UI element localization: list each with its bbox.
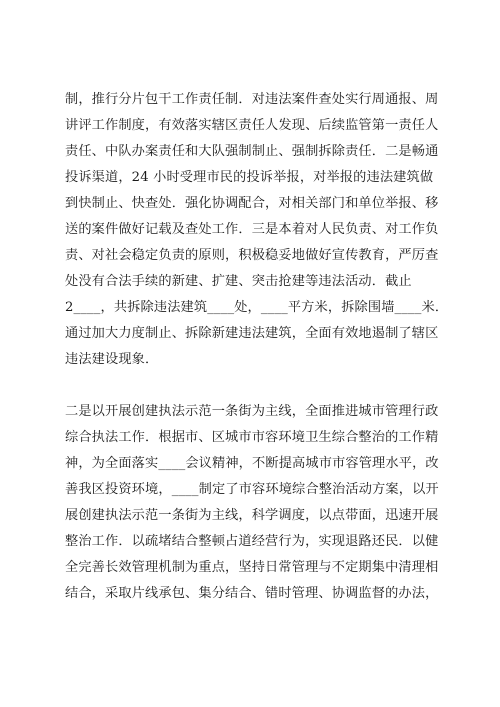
text-line: 处没有合法手续的新建、扩建、突击抢建等违法活动．截止 <box>65 274 412 289</box>
text-line: 神，为全面落实____会议精神，不断提高城市市容管理水平，改 <box>65 456 439 471</box>
text-line: 结合，采取片线承包、集分结合、错时管理、协调监督的办法， <box>65 586 439 601</box>
text-line: 到快制止、快查处．强化协调配合，对相关部门和单位举报、移 <box>65 196 439 211</box>
text-line: 送的案件做好记载及查处工作．三是本着对人民负责、对工作负 <box>65 222 439 237</box>
text-line: 讲评工作制度，有效落实辖区责任人发现、后续监管第一责任人 <box>65 118 439 133</box>
text-line: 制，推行分片包干工作责任制．对违法案件查处实行周通报、周 <box>65 92 439 107</box>
text-line: 2____，共拆除违法建筑____处，____平方米，拆除围墙____米． <box>65 300 449 315</box>
text-line: 整治工作．以疏堵结合整顿占道经营行为，实现退路还民．以健 <box>65 534 439 549</box>
text-line: 责任、中队办案责任和大队强制制止、强制拆除责任．二是畅通 <box>65 144 439 159</box>
text-line: 通过加大力度制止、拆除新建违法建筑，全面有效地遏制了辖区 <box>65 326 439 341</box>
text-line: 投诉渠道，24 小时受理市民的投诉举报，对举报的违法建筑做 <box>65 170 434 185</box>
text-line: 二是以开展创建执法示范一条街为主线，全面推进城市管理行政 <box>65 404 439 419</box>
text-line: 善我区投资环境，____制定了市容环境综合整治活动方案，以开 <box>65 482 439 497</box>
text-line: 展创建执法示范一条街为主线，科学调度，以点带面，迅速开展 <box>65 508 439 523</box>
text-line: 违法建设现象． <box>65 352 159 367</box>
text-line: 责、对社会稳定负责的原则，积极稳妥地做好宣传教育，严厉查 <box>65 248 439 263</box>
text-line: 全完善长效管理机制为重点，坚持日常管理与不定期集中清理相 <box>65 560 439 575</box>
text-line: 综合执法工作．根据市、区城市市容环境卫生综合整治的工作精 <box>65 430 439 445</box>
